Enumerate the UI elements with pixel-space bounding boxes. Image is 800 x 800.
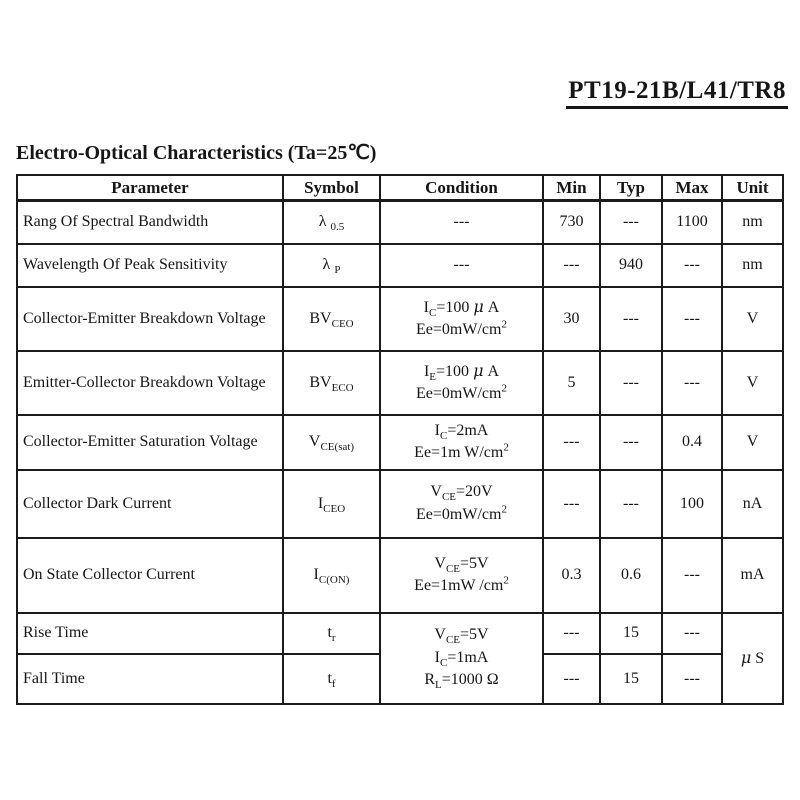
table-row (17, 470, 783, 538)
parameter-cell: Fall Time (17, 654, 283, 704)
condition-cell (380, 415, 543, 470)
min-cell: --- (543, 470, 600, 538)
typ-cell: --- (600, 201, 662, 244)
condition-line: $V_{CE}=5V$ (434, 554, 489, 575)
typ-cell: --- (600, 415, 662, 470)
condition-cell (380, 538, 543, 613)
table-row (17, 201, 783, 244)
typ-cell: 15 (600, 613, 662, 654)
typ-cell: 0.6 (600, 538, 662, 613)
condition-line: $R_L=1000$ Ω (424, 671, 499, 692)
max-cell: 100 (662, 470, 722, 538)
symbol-cell: λ $_P$ (283, 244, 380, 287)
table-row (17, 613, 783, 654)
condition-line: $I_E=100$ μ A (423, 360, 500, 383)
characteristics-table (16, 174, 784, 705)
condition-line: $Ee=0mW/cm^2$ (416, 503, 507, 523)
condition-line: $I_C=100$ μ A (423, 296, 500, 319)
min-cell: --- (543, 654, 600, 704)
min-cell: 5 (543, 351, 600, 415)
max-cell: --- (662, 244, 722, 287)
condition-line: $I_C=1mA$ (434, 648, 489, 669)
header-max: Max (662, 175, 722, 201)
condition-cell (380, 613, 543, 704)
parameter-cell: Rang Of Spectral Bandwidth (17, 201, 283, 244)
unit-cell: nm (722, 201, 783, 244)
parameter-cell: On State Collector Current (17, 538, 283, 613)
header-min: Min (543, 175, 600, 201)
unit-cell: nm (722, 244, 783, 287)
max-cell: --- (662, 538, 722, 613)
symbol-cell: $V_{CE(sat)}$ (283, 415, 380, 470)
min-cell: --- (543, 613, 600, 654)
table-body (17, 201, 783, 704)
parameter-cell: Emitter-Collector Breakdown Voltage (17, 351, 283, 415)
condition-cell (380, 287, 543, 351)
typ-cell: 940 (600, 244, 662, 287)
symbol-cell: $BV_{ECO}$ (283, 351, 380, 415)
unit-cell: mA (722, 538, 783, 613)
max-cell: --- (662, 613, 722, 654)
symbol-cell: $t_f$ (283, 654, 380, 704)
condition-cell (380, 470, 543, 538)
typ-cell: --- (600, 470, 662, 538)
condition-line: $Ee=0mW/cm^2$ (416, 382, 507, 402)
section-title: Electro-Optical Characteristics (Ta=25℃) (16, 142, 377, 164)
symbol-cell: $BV_{CEO}$ (283, 287, 380, 351)
unit-cell: μ S (722, 613, 783, 704)
header-typ: Typ (600, 175, 662, 201)
table-header-row (17, 175, 783, 201)
unit-cell: V (722, 415, 783, 470)
parameter-cell: Wavelength Of Peak Sensitivity (17, 244, 283, 287)
parameter-cell: Collector-Emitter Breakdown Voltage (17, 287, 283, 351)
table-row (17, 351, 783, 415)
max-cell: --- (662, 351, 722, 415)
max-cell: --- (662, 654, 722, 704)
symbol-cell: $I_{C(ON)}$ (283, 538, 380, 613)
parameter-cell: Rise Time (17, 613, 283, 654)
unit-cell: nA (722, 470, 783, 538)
header-symbol: Symbol (283, 175, 380, 201)
condition-line: --- (453, 213, 470, 231)
condition-line: $I_C=2mA$ (434, 421, 489, 442)
condition-line: $Ee=0mW/cm^2$ (416, 318, 507, 338)
table-row (17, 415, 783, 470)
min-cell: 0.3 (543, 538, 600, 613)
min-cell: 730 (543, 201, 600, 244)
parameter-cell: Collector Dark Current (17, 470, 283, 538)
header-unit: Unit (722, 175, 783, 201)
table-row (17, 244, 783, 287)
condition-line: Ee=1mW $/cm^2$ (414, 574, 509, 594)
max-cell: --- (662, 287, 722, 351)
symbol-cell: λ $_{0.5}$ (283, 201, 380, 244)
condition-cell (380, 351, 543, 415)
condition-cell (380, 244, 543, 287)
condition-line: $V_{CE}=20V$ (430, 483, 493, 504)
min-cell: --- (543, 415, 600, 470)
typ-cell: 15 (600, 654, 662, 704)
document-number: PT19-21B/L41/TR8 (566, 77, 788, 109)
table-row (17, 538, 783, 613)
condition-line: --- (453, 255, 470, 273)
unit-cell: V (722, 287, 783, 351)
condition-line: Ee=1m $W/cm^2$ (414, 441, 509, 461)
min-cell: 30 (543, 287, 600, 351)
min-cell: --- (543, 244, 600, 287)
table-row (17, 287, 783, 351)
symbol-cell: $I_{CEO}$ (283, 470, 380, 538)
unit-cell: V (722, 351, 783, 415)
condition-line: $V_{CE}=5V$ (434, 626, 489, 647)
header-condition: Condition (380, 175, 543, 201)
parameter-cell: Collector-Emitter Saturation Voltage (17, 415, 283, 470)
typ-cell: --- (600, 351, 662, 415)
header-parameter: Parameter (17, 175, 283, 201)
condition-cell (380, 201, 543, 244)
symbol-cell: $t_r$ (283, 613, 380, 654)
max-cell: 1100 (662, 201, 722, 244)
max-cell: 0.4 (662, 415, 722, 470)
typ-cell: --- (600, 287, 662, 351)
